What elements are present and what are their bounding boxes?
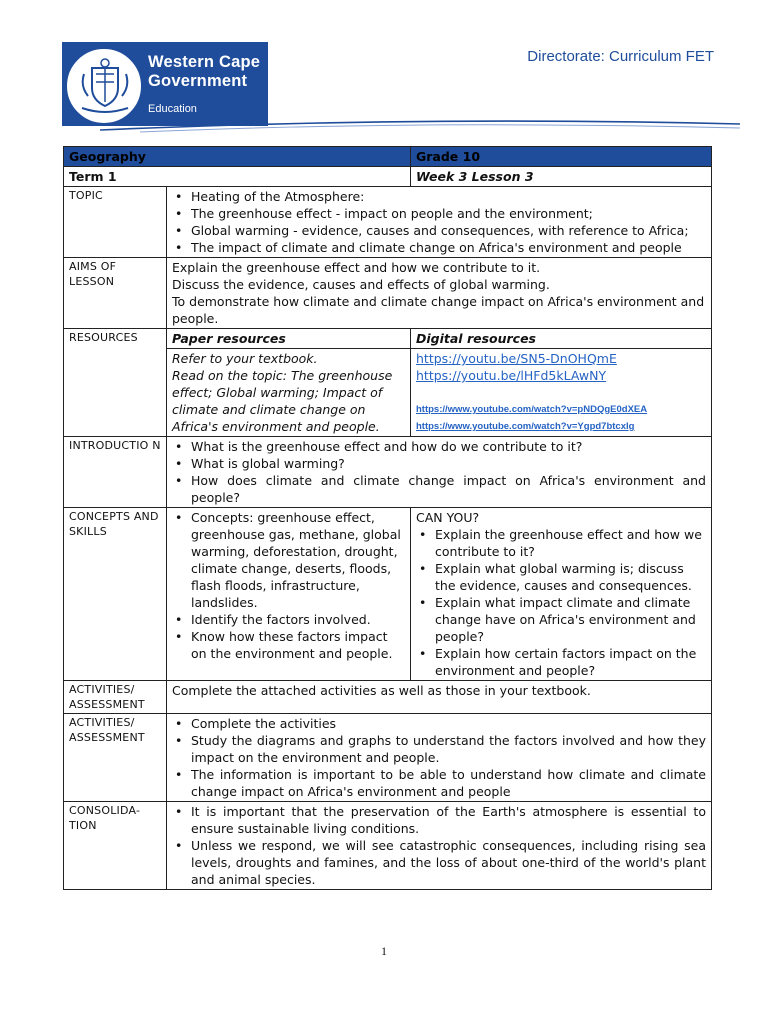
video-link[interactable]: https://www.youtube.com/watch?v=pNDQgE0dXEA xyxy=(416,404,648,415)
resources-label: RESOURCES xyxy=(64,329,167,437)
consolidation-label: CONSOLIDA- TION xyxy=(64,802,167,890)
org-name-line1: Western Cape xyxy=(148,53,261,71)
consolidation-content xyxy=(167,802,712,890)
subject-row xyxy=(64,147,712,167)
paper-resources-content xyxy=(167,349,411,437)
logo-swoosh xyxy=(100,118,740,134)
activities-row-2 xyxy=(64,714,712,802)
list-item: • The greenhouse effect - impact on people and the environment; xyxy=(172,205,706,222)
aim-line: Explain the greenhouse effect and how we contribute to it. xyxy=(172,260,541,275)
list-item: • Identify the factors involved. xyxy=(172,611,405,628)
video-link[interactable]: https://youtu.be/lHFd5kLAwNY xyxy=(416,368,607,383)
introduction-label: INTRODUCTIO N xyxy=(64,437,167,508)
concepts-right xyxy=(411,508,712,681)
lesson-plan-table xyxy=(63,146,712,890)
list-item: • How does climate and climate change impact on Africa's environment and people? xyxy=(172,472,706,506)
list-item: • Unless we respond, we will see catastrophic consequences, including rising sea levels, droughts and famines, and the loss of about one-third of the world's plant and animal species. xyxy=(172,837,706,888)
grade-cell: Grade 10 xyxy=(411,147,712,167)
aim-line: To demonstrate how climate and climate change impact on Africa's environment and people. xyxy=(172,294,705,326)
list-item: • It is important that the preservation of the Earth's atmosphere is essential to ensure sustainable living conditions. xyxy=(172,803,706,837)
list-item: • Concepts: greenhouse effect, greenhouse gas, methane, global warming, deforestation, drought, climate change, deserts, floods, flash floods, infrastructure, landslides. xyxy=(172,509,405,611)
aims-row xyxy=(64,258,712,329)
digital-resources-content xyxy=(411,349,712,437)
page-number: 1 xyxy=(381,944,387,958)
video-link[interactable]: https://youtu.be/SN5-DnOHQmE xyxy=(416,351,617,366)
activities-row-1 xyxy=(64,681,712,714)
org-department: Education xyxy=(148,103,197,115)
subject-cell: Geography xyxy=(64,147,411,167)
coat-of-arms-icon xyxy=(74,54,136,118)
list-item: • Complete the activities xyxy=(172,715,706,732)
week-cell: Week 3 Lesson 3 xyxy=(411,167,712,187)
aims-label: AIMS OF LESSON xyxy=(64,258,167,329)
list-item: • Explain what global warming is; discuss the evidence, causes and consequences. xyxy=(416,560,706,594)
list-item: • Explain the greenhouse effect and how we contribute to it? xyxy=(416,526,706,560)
activities-content: Complete the attached activities as well as those in your textbook. xyxy=(167,681,712,714)
concepts-row xyxy=(64,508,712,681)
list-item: • The impact of climate and climate change on Africa's environment and people xyxy=(172,239,706,256)
aim-line: Discuss the evidence, causes and effects of global warming. xyxy=(172,277,550,292)
introduction-content xyxy=(167,437,712,508)
paper-resources-header: Paper resources xyxy=(167,329,411,349)
list-item: • What is the greenhouse effect and how do we contribute to it? xyxy=(172,438,706,455)
list-item: • The information is important to be able to understand how climate and climate change impact on Africa's environment and people xyxy=(172,766,706,800)
page-header xyxy=(0,0,768,140)
activities-label: ACTIVITIES/ ASSESSMENT xyxy=(64,714,167,802)
org-name-line2: Government xyxy=(148,72,248,90)
topic-label: TOPIC xyxy=(64,187,167,258)
consolidation-row xyxy=(64,802,712,890)
list-item: • What is global warming? xyxy=(172,455,706,472)
activities-label: ACTIVITIES/ ASSESSMENT xyxy=(64,681,167,714)
list-item: • Heating of the Atmosphere: xyxy=(172,188,706,205)
list-item: • Explain how certain factors impact on the environment and people? xyxy=(416,645,706,679)
activities-content xyxy=(167,714,712,802)
list-item: • Study the diagrams and graphs to understand the factors involved and how they impact on the environment and people. xyxy=(172,732,706,766)
directorate-title: Directorate: Curriculum FET xyxy=(527,48,714,65)
concepts-label: CONCEPTS AND SKILLS xyxy=(64,508,167,681)
resources-header-row xyxy=(64,329,712,349)
digital-resources-header: Digital resources xyxy=(411,329,712,349)
term-cell: Term 1 xyxy=(64,167,411,187)
aims-content xyxy=(167,258,712,329)
paper-resource-line: Read on the topic: The greenhouse effect; Global warming; Impact of climate and climate change on Africa's environment and people. xyxy=(172,368,393,434)
topic-row xyxy=(64,187,712,258)
introduction-row xyxy=(64,437,712,508)
video-link[interactable]: https://www.youtube.com/watch?v=Ygpd7btcxlg xyxy=(416,421,635,432)
list-item: • Know how these factors impact on the environment and people. xyxy=(172,628,405,662)
paper-resource-line: Refer to your textbook. xyxy=(172,351,318,366)
concepts-left xyxy=(167,508,411,681)
topic-content xyxy=(167,187,712,258)
term-row xyxy=(64,167,712,187)
list-item: • Global warming - evidence, causes and consequences, with reference to Africa; xyxy=(172,222,706,239)
list-item: • Explain what impact climate and climate change have on Africa's environment and people? xyxy=(416,594,706,645)
can-you-heading: CAN YOU? xyxy=(416,510,480,525)
